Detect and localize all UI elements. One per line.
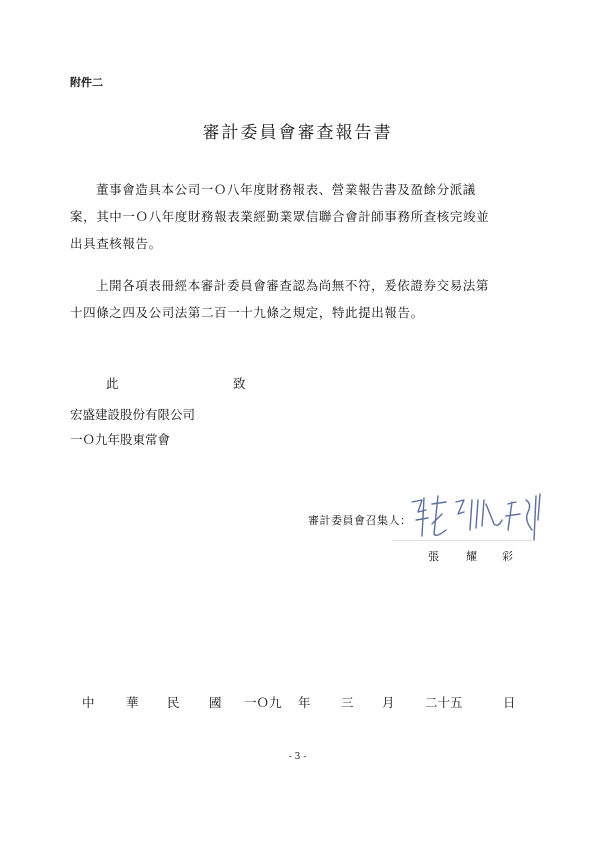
document-title: 審計委員會審查報告書 bbox=[202, 123, 393, 143]
paragraph-1-line: 董事會造具本公司一Ｏ八年度財務報表、營業報告書及盈餘分派議 bbox=[96, 182, 476, 197]
signatory-label: 審計委員會召集人： bbox=[308, 514, 412, 527]
signatory-name-char: 張 bbox=[428, 550, 439, 563]
signatory-name-char: 耀 bbox=[466, 550, 477, 563]
date-part: 華 bbox=[126, 695, 139, 710]
date-part: 年 bbox=[298, 695, 311, 710]
date-part: 民 bbox=[167, 695, 180, 710]
date-part: 中 bbox=[82, 695, 95, 710]
signatory-name-char: 彩 bbox=[502, 550, 513, 563]
date-part: 月 bbox=[382, 695, 395, 710]
date-part: 國 bbox=[209, 695, 222, 710]
paragraph-1 bbox=[70, 176, 489, 257]
salutation-left: 此 bbox=[106, 376, 119, 391]
paragraph-2-line: 十四條之四及公司法第二百一十九條之規定，特此提出報告。 bbox=[70, 305, 424, 320]
attachment-label: 附件二 bbox=[70, 76, 103, 89]
page-number: - 3 - bbox=[288, 752, 307, 762]
addressee-company: 宏盛建設股份有限公司 bbox=[70, 407, 196, 422]
paragraph-1-line: 案，其中一Ｏ八年度財務報表業經勤業眾信聯合會計師事務所查核完竣並 bbox=[70, 209, 490, 224]
paragraph-2 bbox=[70, 272, 489, 326]
signature-underline bbox=[392, 540, 532, 541]
paragraph-2-line: 上開各項表冊經本審計委員會審查認為尚無不符，爰依證券交易法第 bbox=[96, 278, 490, 293]
date-part: 一Ｏ九 bbox=[244, 695, 282, 710]
date-part: 三 bbox=[341, 695, 354, 710]
paragraph-1-line: 出具查核報告。 bbox=[70, 236, 162, 251]
date-part: 二十五 bbox=[425, 695, 463, 710]
addressee-meeting: 一Ｏ九年股東常會 bbox=[70, 432, 171, 447]
date-part: 日 bbox=[503, 695, 516, 710]
salutation-right: 致 bbox=[233, 376, 246, 391]
addressee bbox=[70, 402, 195, 452]
